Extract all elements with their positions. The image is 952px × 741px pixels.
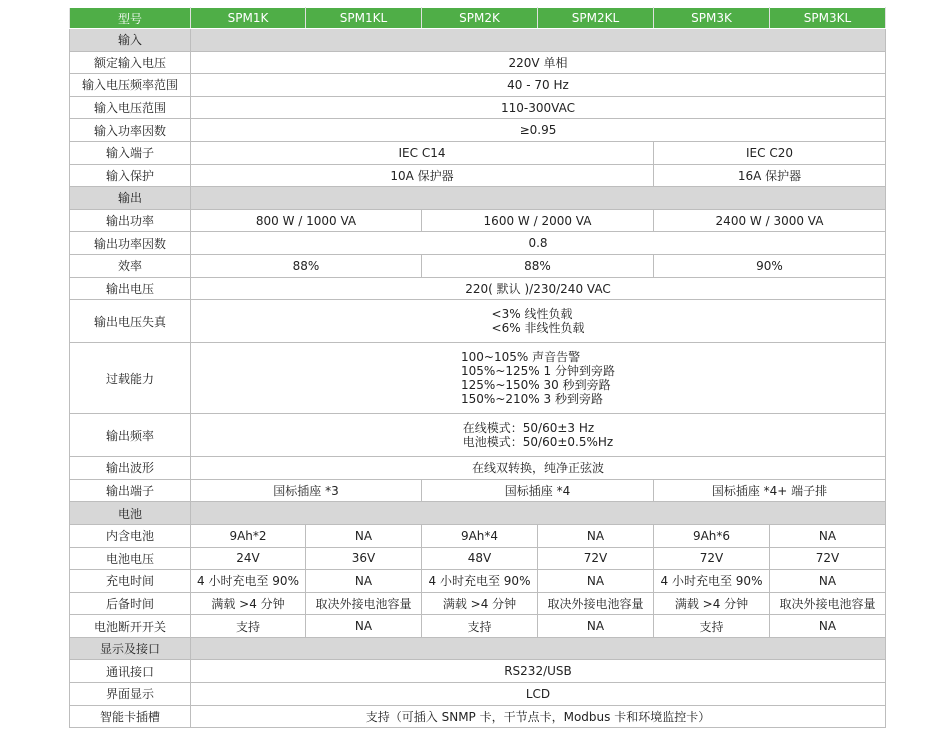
distortion-lines [492,307,585,335]
cell: 9Ah*6 [654,524,770,547]
cell: 72V [654,547,770,570]
cell: 4 小时充电至 90% [654,570,770,593]
row-value: 在线双转换，纯净正弦波 [191,457,886,480]
table-row [70,232,886,255]
cell: 72V [538,547,654,570]
cell: NA [306,570,422,593]
cell: 取决外接电池容量 [770,592,886,615]
frequency-lines [463,421,613,449]
table-row [70,277,886,300]
table-row [70,570,886,593]
cell: 满载 >4 分钟 [654,592,770,615]
header-spm3kl: SPM3KL [770,8,886,29]
row-value: 88% [191,254,422,277]
table-row [70,592,886,615]
row-label: 效率 [70,254,191,277]
table-row [70,705,886,728]
row-value: 国标插座 *4+ 端子排 [654,479,886,502]
text-line: 125%~150% 30 秒到旁路 [461,378,611,393]
row-label: 输出端子 [70,479,191,502]
row-label: 输出功率 [70,209,191,232]
row-value: 90% [654,254,886,277]
cell: 36V [306,547,422,570]
table-row [70,615,886,638]
overload-lines [461,350,615,406]
row-label: 过载能力 [70,343,191,414]
row-label: 输出电压 [70,277,191,300]
header-spm3k: SPM3K [654,8,770,29]
section-title: 输出 [70,187,191,210]
row-value: 国标插座 *3 [191,479,422,502]
row-label: 输入功率因数 [70,119,191,142]
table-row [70,414,886,457]
table-row [70,524,886,547]
cell: 24V [191,547,306,570]
row-value: 2400 W / 3000 VA [654,209,886,232]
header-model: 型号 [70,8,191,29]
table-row [70,164,886,187]
row-value: RS232/USB [191,660,886,683]
row-value: 10A 保护器 [191,164,654,187]
row-label: 额定输入电压 [70,51,191,74]
table-row [70,343,886,414]
row-value: 0.8 [191,232,886,255]
header-spm2k: SPM2K [422,8,538,29]
row-label: 输出频率 [70,414,191,457]
cell: 满载 >4 分钟 [422,592,538,615]
row-value: ≥0.95 [191,119,886,142]
header-spm2kl: SPM2KL [538,8,654,29]
section-title: 电池 [70,502,191,525]
cell: 48V [422,547,538,570]
row-label: 输入保护 [70,164,191,187]
row-label: 输入端子 [70,141,191,164]
text-line: 150%~210% 3 秒到旁路 [461,392,603,407]
table-row [70,660,886,683]
cell: 支持 [422,615,538,638]
row-value: 支持（可插入 SNMP 卡，干节点卡，Modbus 卡和环境监控卡） [191,705,886,728]
row-value: 1600 W / 2000 VA [422,209,654,232]
row-label: 输出波形 [70,457,191,480]
text-line: 100~105% 声音告警 [461,350,581,365]
cell: NA [538,570,654,593]
cell: NA [538,615,654,638]
cell: 取决外接电池容量 [538,592,654,615]
table-row [70,209,886,232]
cell: 4 小时充电至 90% [422,570,538,593]
table-row [70,457,886,480]
text-line: 105%~125% 1 分钟到旁路 [461,364,615,379]
table-row [70,254,886,277]
table-row [70,96,886,119]
spec-table [69,7,886,728]
row-value [191,343,886,414]
header-spm1kl: SPM1KL [306,8,422,29]
row-label: 输出电压失真 [70,300,191,343]
row-label: 后备时间 [70,592,191,615]
cell: 9Ah*4 [422,524,538,547]
text-line: <6% 非线性负载 [491,321,585,336]
row-label: 界面显示 [70,683,191,706]
table-row [70,300,886,343]
section-title: 输入 [70,29,191,52]
row-label: 输出功率因数 [70,232,191,255]
row-label: 充电时间 [70,570,191,593]
table-row [70,479,886,502]
cell: NA [538,524,654,547]
row-value [191,414,886,457]
section-output [70,187,886,210]
row-value: IEC C20 [654,141,886,164]
cell: 4 小时充电至 90% [191,570,306,593]
row-label: 内含电池 [70,524,191,547]
text-line: <3% 线性负载 [491,307,573,322]
cell: 取决外接电池容量 [306,592,422,615]
table-row [70,683,886,706]
cell: 支持 [654,615,770,638]
row-label: 电池电压 [70,547,191,570]
section-battery [70,502,886,525]
cell: 72V [770,547,886,570]
row-label: 输入电压频率范围 [70,74,191,97]
section-input [70,29,886,52]
row-value: 40 - 70 Hz [191,74,886,97]
row-value: 16A 保护器 [654,164,886,187]
row-value: 88% [422,254,654,277]
row-label: 输入电压范围 [70,96,191,119]
text-line: 电池模式：50/60±0.5%Hz [462,435,614,450]
row-value: 220( 默认 )/230/240 VAC [191,277,886,300]
table-row [70,141,886,164]
cell: 支持 [191,615,306,638]
row-value: LCD [191,683,886,706]
text-line: 在线模式：50/60±3 Hz [462,421,595,436]
cell: 满载 >4 分钟 [191,592,306,615]
cell: NA [770,570,886,593]
cell: NA [306,615,422,638]
cell: 9Ah*2 [191,524,306,547]
table-row [70,119,886,142]
row-value: IEC C14 [191,141,654,164]
cell: NA [770,615,886,638]
row-value [191,300,886,343]
row-label: 智能卡插槽 [70,705,191,728]
row-value: 国标插座 *4 [422,479,654,502]
row-label: 通讯接口 [70,660,191,683]
header-spm1k: SPM1K [191,8,306,29]
section-display [70,637,886,660]
table-row [70,74,886,97]
row-label: 电池断开开关 [70,615,191,638]
cell: NA [770,524,886,547]
section-title: 显示及接口 [70,637,191,660]
cell: NA [306,524,422,547]
row-value: 220V 单相 [191,51,886,74]
table-row [70,51,886,74]
table-row [70,547,886,570]
header-row [70,8,886,29]
row-value: 800 W / 1000 VA [191,209,422,232]
row-value: 110-300VAC [191,96,886,119]
